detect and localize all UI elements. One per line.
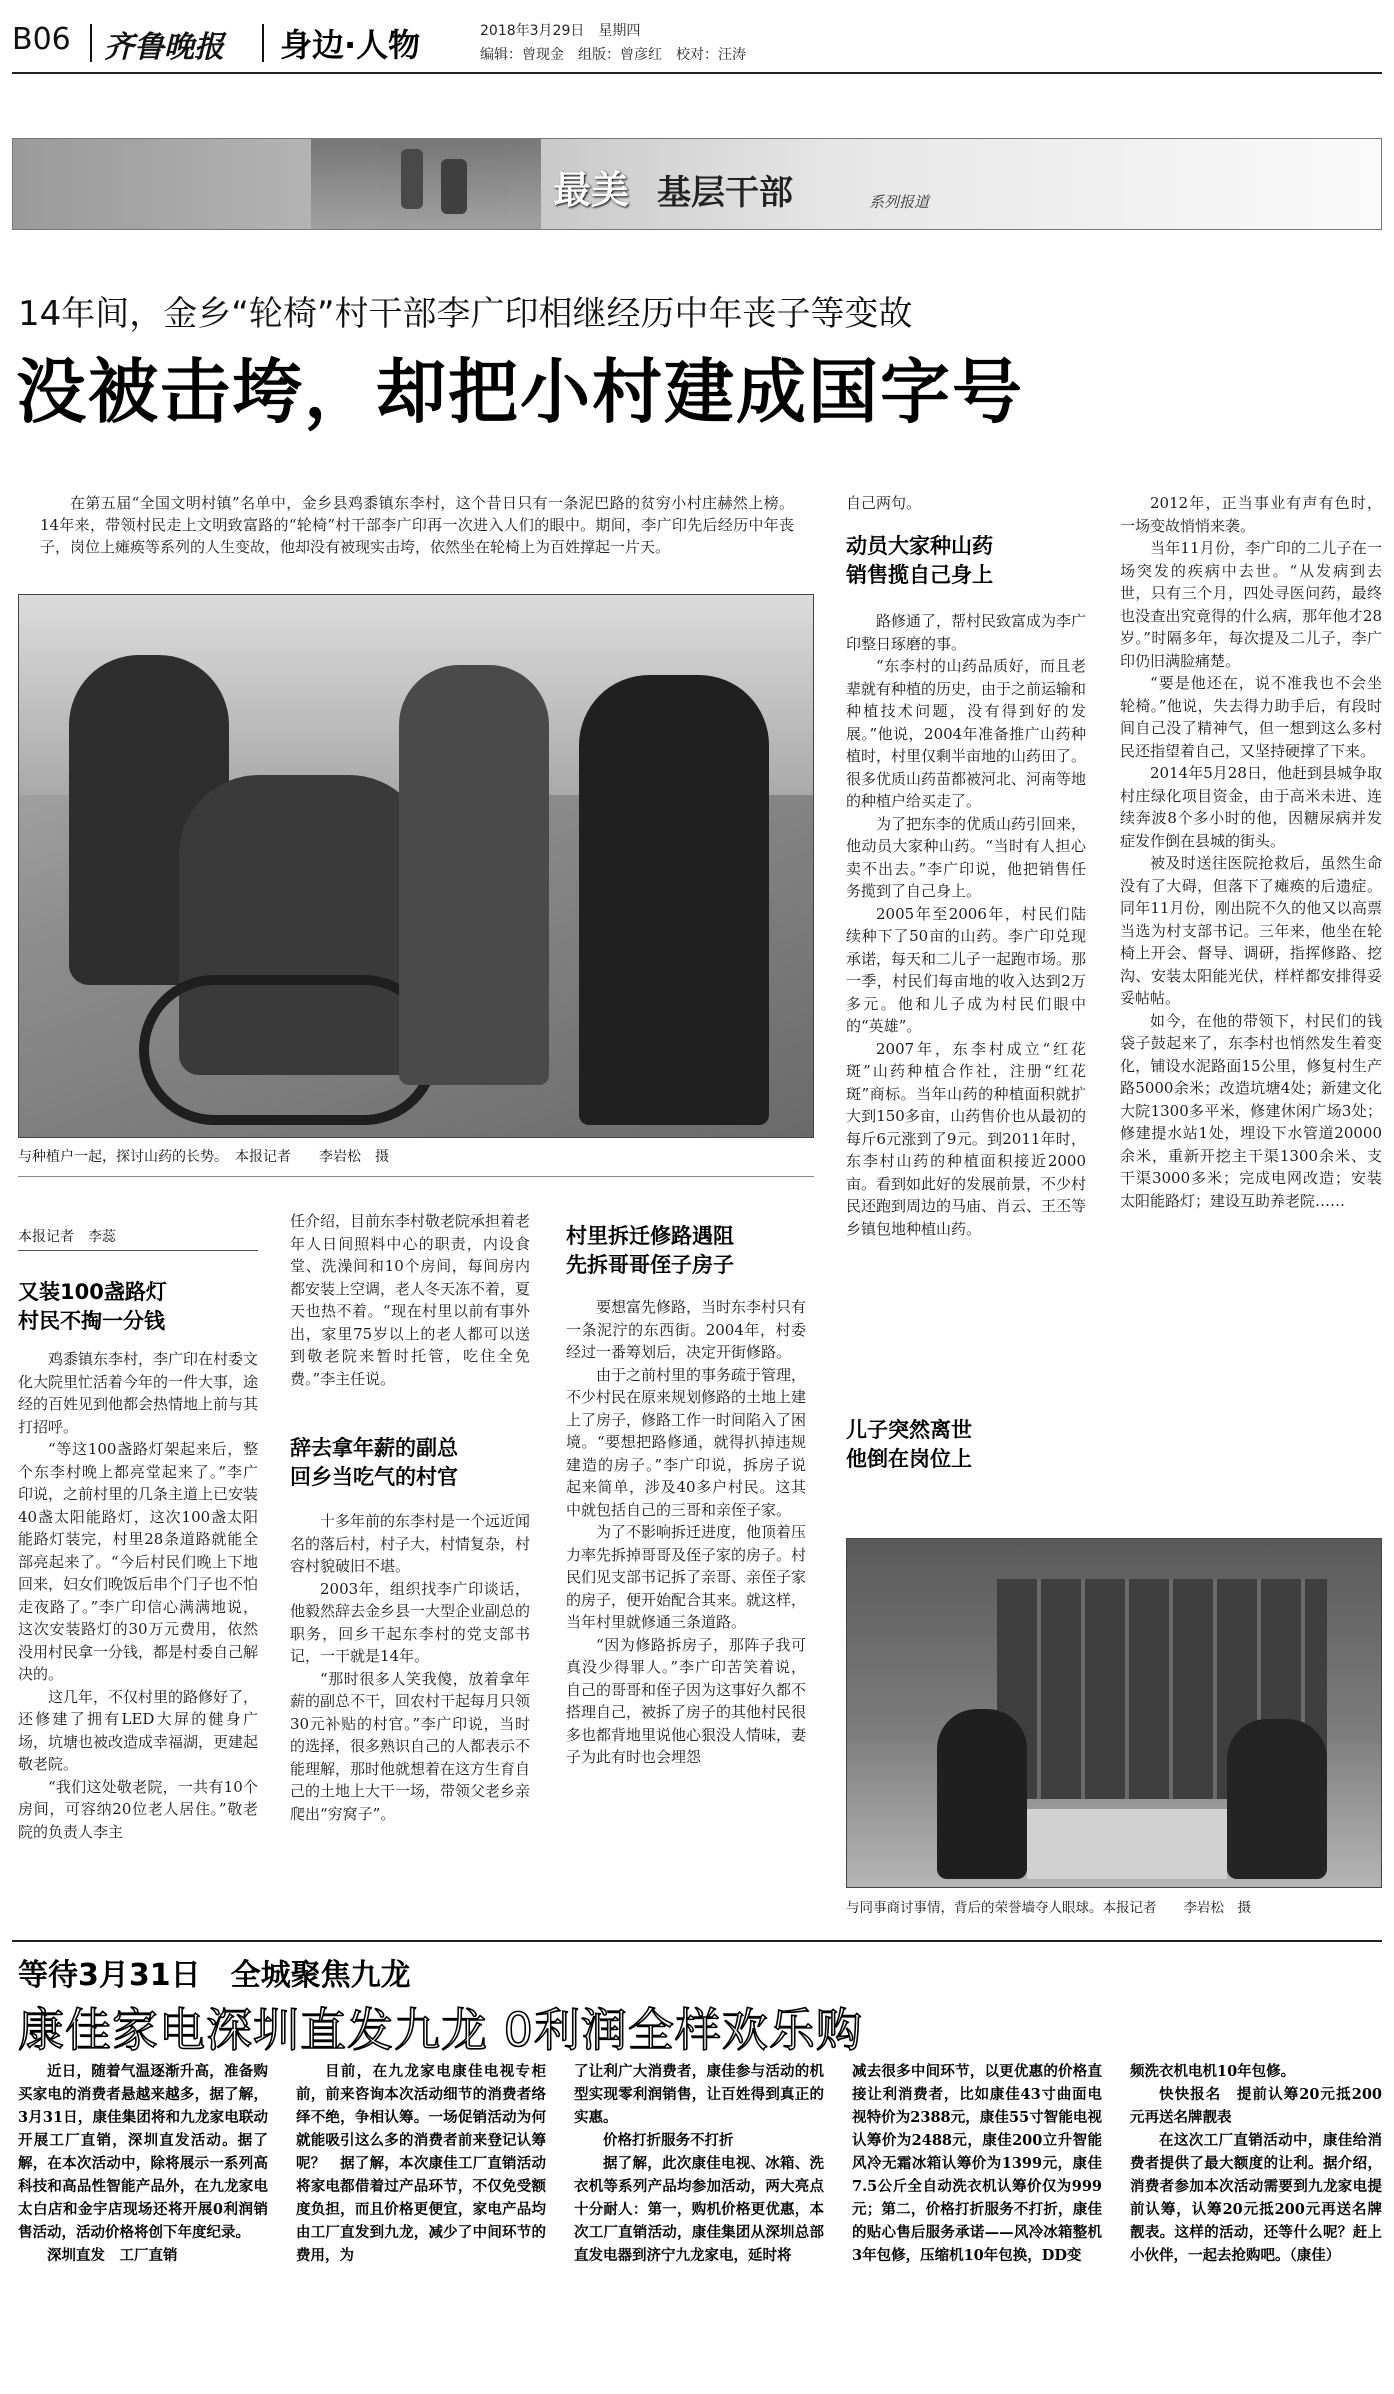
paragraph: 被及时送往医院抢救后，虽然生命没有了大碍，但落下了瘫痪的后遗症。同年11月份，刚出院不久的他又以高票当选为村支部书记。三年来，他坐在轮椅上开会、督导、调研，指挥修路、挖沟、安装太阳能光伏，样样都安排得妥妥帖帖。 bbox=[1120, 854, 1382, 1007]
person-figure bbox=[1227, 1719, 1327, 1879]
person-figure bbox=[937, 1709, 1027, 1879]
person-figure bbox=[399, 665, 549, 1085]
column-2-top bbox=[290, 1210, 530, 1416]
paragraph: “那时很多人笑我傻，放着拿年薪的副总不干，回农村干起每月只领30元补贴的村官。”李广印说，当时的选择，很多熟识自己的人都表示不能理解，那时他就想着在这方生育自己的土地上大干一场，带领父老乡亲爬出“穷窝子”。 bbox=[290, 1669, 530, 1823]
paragraph: “要是他还在，说不准我也不会坐轮椅。”他说，失去得力助手后，有段时间自己没了精神气，但一想到这么多村民还指望着自己，又坚持硬撑了下来。 bbox=[1120, 674, 1382, 760]
paragraph: 2003年，组织找李广印谈话，他毅然辞去金乡县一大型企业副总的职务，回乡干起东李村的党支部书记，一干就是14年。 bbox=[290, 1579, 530, 1665]
headline-main: 没被击垮，却把小村建成国字号 bbox=[16, 351, 1024, 433]
banner-title-b: 基层干部 bbox=[657, 173, 793, 213]
photo2-caption: 与同事商讨事情，背后的荣誉墙夺人眼球。本报记者 李岩松 摄 bbox=[846, 1900, 1251, 1916]
paragraph: 近日，随着气温逐渐升高，准备购买家电的消费者悬越来越多，据了解，3月31日，康佳集团将和九龙家电联动开展工厂直销，深圳直发活动。据了解，在本次活动中，除将展示一系列高科技和高品性智能产品外，在九龙家电太白店和金宇店现场还将开展0利润销售活动，活动价格将创下年度纪录。 bbox=[18, 2063, 268, 2241]
issue-date: 2018年3月29日 星期四 bbox=[480, 23, 641, 39]
desk bbox=[1027, 1809, 1227, 1879]
paragraph: “我们这处敬老院，一共有10个房间，可容纳20位老人居住。”敬老院的负责人李主 bbox=[18, 1777, 258, 1841]
column-3-body bbox=[566, 1296, 806, 2104]
paragraph: “等这100盏路灯架起来后，整个东李村晚上都亮堂起来了。”李广印说，之前村里的几条主道上已安装40盏太阳能路灯，这次100盏太阳能路灯装完，村里28条道路就能全部亮起来了。“今后村民们晚上下地回来，妇女们晚饭后串个门子也不怕走夜路了。”李广印信心满满地说，这次安装路灯的30万元费用，依然没用村民拿一分钱，都是村委自己解决的。 bbox=[18, 1440, 258, 1683]
masthead bbox=[12, 18, 1382, 74]
column-4-top: 自己两句。 bbox=[846, 494, 922, 512]
column-4-body bbox=[846, 610, 1086, 1400]
subhead-2: 辞去拿年薪的副总 回乡当吃气的村官 bbox=[290, 1436, 458, 1489]
paragraph: 2005年至2006年，村民们陆续种下了50亩的山药。李广印兑现承诺，每天和二儿子一起跑市场。那一季，村民们每亩地的收入达到2万多元。他和儿子成为村民们眼中的“英雄”。 bbox=[846, 904, 1086, 1035]
paragraph: 在这次工厂直销活动中，康佳给消费者提供了最大额度的让利。据介绍，消费者参加本次活动需要到九龙家电提前认筹，认筹20元抵200元再送名牌靓表。这样的活动，还等什么呢？赶上小伙伴，一起去抢购吧。（康佳） bbox=[1130, 2132, 1382, 2264]
paragraph: 十多年前的东李村是一个远近闻名的落后村，村子大，村情复杂，村容村貌破旧不堪。 bbox=[290, 1512, 530, 1575]
lead-paragraph bbox=[40, 492, 794, 558]
paragraph: 这几年，不仅村里的路修好了，还修建了拥有LED大屏的健身广场，坑塘也被改造成幸福湖，更建起敬老院。 bbox=[18, 1687, 258, 1773]
ad-column-2 bbox=[296, 2060, 546, 2386]
paper-logo: 齐鲁晚报 bbox=[104, 30, 224, 65]
section-name: 身边·人物 bbox=[280, 26, 421, 64]
paragraph: 为了不影响拆迁进度，他顶着压力率先拆掉哥哥及侄子家的房子。村民们见支部书记拆了亲哥、亲侄子家的房子，便开始配合其来。就这样，当年村里就修通三条道路。 bbox=[566, 1523, 806, 1631]
page-number: B06 bbox=[12, 22, 71, 57]
photo1-caption: 与种植户一起，探讨山药的长势。 本报记者 李岩松 摄 bbox=[18, 1149, 389, 1165]
main-photo bbox=[18, 594, 814, 1138]
subhead-1: 又装100盏路灯 村民不掏一分钱 bbox=[18, 1280, 167, 1333]
byline: 本报记者 李蕊 bbox=[18, 1229, 116, 1245]
series-banner bbox=[12, 138, 1382, 230]
ad-column-4 bbox=[852, 2060, 1102, 2386]
headline-kicker: 14年间，金乡“轮椅”村干部李广印相继经历中年丧子等变故 bbox=[18, 294, 913, 334]
ad-column-5 bbox=[1130, 2060, 1382, 2386]
ad-headline-2: 康佳家电深圳直发九龙 0利润全样欢乐购 bbox=[18, 2003, 863, 2057]
banner-photo bbox=[311, 139, 541, 229]
divider bbox=[262, 24, 264, 62]
subhead-4: 动员大家种山药 销售揽自己身上 bbox=[846, 534, 993, 587]
paragraph: 由于之前村里的事务疏于管理，不少村民在原来规划修路的土地上建上了房子，修路工作一时间陷入了困境。“要想把路修通，就得扒掉违规建造的房子。”李广印说，拆房子说起来简单，涉及40多户村民。这其中就包括自己的三哥和亲侄子家。 bbox=[566, 1365, 806, 1519]
ad-subhead: 深圳直发 工厂直销 bbox=[47, 2247, 178, 2264]
ad-headline-1: 等待3月31日 全城聚焦九龙 bbox=[18, 1958, 411, 1993]
banner-title-a: 最美 bbox=[553, 167, 630, 212]
paragraph: 路修通了，帮村民致富成为李广印整日琢磨的事。 bbox=[846, 612, 1086, 653]
paragraph: 2007年，东李村成立“红花斑”山药种植合作社，注册“红花斑”商标。当年山药的种植面积就扩大到150多亩，山药售价也从最初的每斤6元涨到了9元。到2011年时，东李村山药的种植面积接近2000亩。看到如此好的发展前景，不少村民还跑到周边的马庙、肖云、王丕等乡镇包地种植山药。 bbox=[846, 1039, 1086, 1238]
ad-column-1 bbox=[18, 2060, 268, 2386]
paragraph: 目前，在九龙家电康佳电视专柜前，前来咨询本次活动细节的消费者络绎不绝，争相认筹。一场促销活动为何就能吸引这么多的消费者前来登记认筹呢？ 据了解，本次康佳工厂直销活动将家电都借着过产品环节，不仅免受额度负担，而且价格更便宜，家电产品均由工厂直发到九龙，减少了中间环节的费用，为 bbox=[296, 2063, 546, 2264]
staff-credits: 编辑：曾现金 组版：曾彦红 校对：汪涛 bbox=[480, 47, 746, 63]
paragraph: “东李村的山药品质好，而且老辈就有种植的历史，由于之前运输和种植技术问题，没有得到好的发展。”他说，2004年准备推广山药种植时，村里仅剩半亩地的山药田了。很多优质山药苗都被河北、河南等地的种植户给买走了。 bbox=[846, 657, 1086, 810]
subhead-3: 村里拆迁修路遇阻 先拆哥哥侄子房子 bbox=[566, 1224, 734, 1277]
paragraph: 2014年5月28日，他赶到县城争取村庄绿化项目资金，由于高米未进、连续奔波8个多小时的他，因糖尿病并发症发作倒在县城的街头。 bbox=[1120, 764, 1382, 850]
ad-subhead: 快快报名 提前认筹20元抵200元再送名牌靓表 bbox=[1130, 2086, 1382, 2126]
paragraph: 了让利广大消费者，康佳参与活动的机型实现零利润销售，让百姓得到真正的实惠。 bbox=[574, 2063, 824, 2126]
paragraph: 减去很多中间环节，以更优惠的价格直接让利消费者，比如康佳43寸曲面电视特价为2388元，康佳55寸智能电视认筹价为2488元，康佳200立升智能风冷无霜冰箱认筹价为1399元，康佳7.5公斤全自动洗衣机认筹价仅为999元；第二，价格打折服务不打折，康佳的贴心售后服务承诺——风冷冰箱整机3年包修，压缩机10年包换，DD变 bbox=[852, 2063, 1102, 2264]
person-figure bbox=[579, 675, 769, 1125]
ad-subhead: 价格打折服务不打折 bbox=[603, 2132, 734, 2149]
subhead-5: 儿子突然离世 他倒在岗位上 bbox=[846, 1418, 972, 1471]
banner-series: 系列报道 bbox=[869, 193, 930, 211]
paragraph: 鸡黍镇东李村，李广印在村委文化大院里忙活着今年的一件大事，途经的百姓见到他都会热情地上前与其打招呼。 bbox=[18, 1350, 258, 1436]
paragraph: “因为修路拆房子，那阵子我可真没少得罪人。”李广印苦笑着说，自己的哥哥和侄子因为这事好久都不搭理自己，被拆了房子的其他村民很多也都背地里说他心狠没人情味，妻子为此有时也会埋怨 bbox=[566, 1635, 806, 1766]
ad-column-3 bbox=[574, 2060, 824, 2386]
office-photo bbox=[846, 1538, 1382, 1888]
divider bbox=[90, 24, 92, 62]
paragraph: 要想富先修路，当时东李村只有一条泥泞的东西街。2004年，村委经过一番筹划后，决定开街修路。 bbox=[566, 1298, 806, 1361]
paragraph: 当年11月份，李广印的二儿子在一场突发的疾病中去世。“从发病到去世，只有三个月，四处寻医问药，最终也没查出究竟得的什么病，那年他才28岁。”时隔多年，每次提及二儿子，李广印仍旧满脸痛楚。 bbox=[1120, 539, 1382, 670]
paragraph: 2012年，正当事业有声有色时，一场变故悄悄来袭。 bbox=[1120, 494, 1382, 535]
wheelchair bbox=[139, 975, 439, 1125]
lead-text: 在第五届“全国文明村镇”名单中，金乡县鸡黍镇东李村，这个昔日只有一条泥巴路的贫穷小村庄赫然上榜。14年来，带领村民走上文明致富路的“轮椅”村干部李广印再一次进入人们的眼中。期间，李广印先后经历中年丧子，岗位上瘫痪等系列的人生变故，他却没有被现实击垮，依然坐在轮椅上为百姓撑起一片天。 bbox=[40, 494, 794, 556]
paragraph: 频洗衣机电机10年包修。 bbox=[1130, 2063, 1296, 2080]
paragraph: 如今，在他的带领下，村民们的钱袋子鼓起来了，东李村也悄然发生着变化，铺设水泥路面15公里，修复村生产路5000余米；改造坑塘4处；新建文化大院1300多平米，修建休闲广场3处；修建提水站1处，埋设下水管道20000余米，重新开挖主干渠1300余米、支干渠3000多米；完成电网改造；安装太阳能路灯；建设互助养老院…… bbox=[1120, 1011, 1382, 1210]
paragraph: 任介绍，目前东李村敬老院承担着老年人日间照料中心的职责，内设食堂、洗澡间和10个房间，每间房内都安装上空调，老人冬天冻不着，夏天也热不着。“现在村里以前有事外出，家里75岁以上的老人都可以送到敬老院来暂时托管，吃住全免费。”李主任说。 bbox=[290, 1212, 530, 1388]
paragraph: 据了解，此次康佳电视、冰箱、洗衣机等系列产品均参加活动，两大亮点十分耐人：第一，购机价格更优惠，本次工厂直销活动，康佳集团从深圳总部直发电器到济宁九龙家电，延时将 bbox=[574, 2155, 824, 2264]
paragraph: 为了把东李的优质山药引回来，他动员大家种山药。“当时有人担心卖不出去。”李广印说，他把销售任务揽到了自己身上。 bbox=[846, 814, 1086, 900]
